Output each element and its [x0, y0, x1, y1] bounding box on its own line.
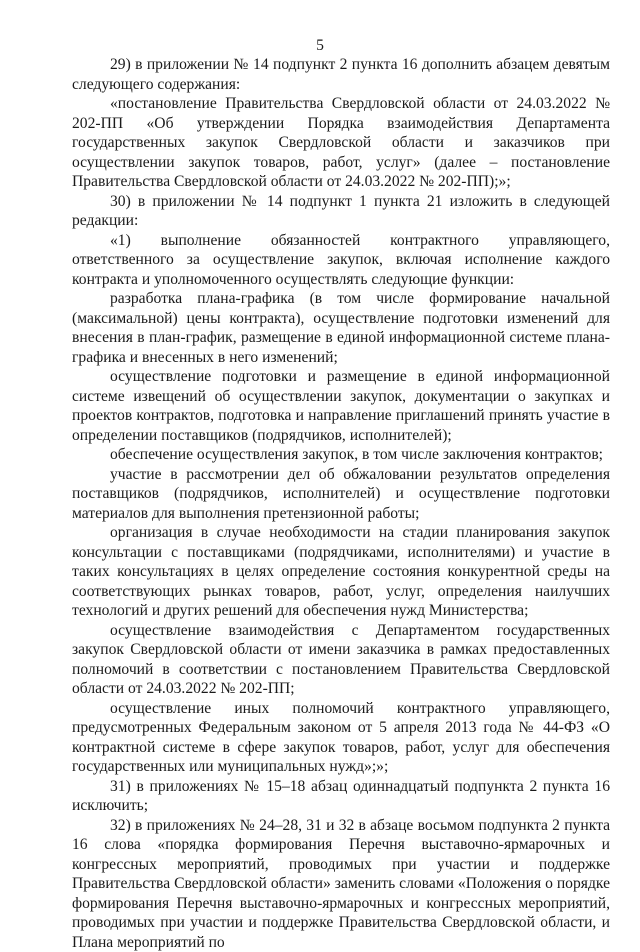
document-body: [72, 55, 610, 952]
paragraph: 29) в приложении № 14 подпункт 2 пункта 16 дополнить абзацем девятым следующего содержания:: [72, 55, 610, 94]
paragraph: участие в рассмотрении дел об обжаловании результатов определения поставщиков (подрядчиков, исполнителей) и осуществление подготовки материалов для выполнения претензионной работы;: [72, 465, 610, 524]
paragraph: «постановление Правительства Свердловской области от 24.03.2022 № 202-ПП «Об утверждении Порядка взаимодействия Департамента государственных закупок Свердловской области и заказчиков при осуществлении закупок товаров, работ, услуг» (далее – постановление Правительства Свердловской области от 24.03.2022 № 202-ПП);»;: [72, 94, 610, 192]
paragraph: 32) в приложениях № 24–28, 31 и 32 в абзаце восьмом подпункта 2 пункта 16 слова «порядка формирования Перечня выставочно-ярмарочных и конгрессных мероприятий, проводимых при участии и поддержке Правительства Свердловской области» заменить словами «Положения о порядке формирования Перечня выставочно-ярмарочных и конгрессных мероприятий, проводимых при участии и поддержке Правительства Свердловской области, и Плана мероприятий по: [72, 816, 610, 952]
page-number: 5: [0, 36, 640, 56]
paragraph: осуществление взаимодействия с Департаментом государственных закупок Свердловской области от имени заказчика в рамках предоставленных полномочий в соответствии с постановлением Правительства Свердловской области от 24.03.2022 № 202-ПП;: [72, 621, 610, 699]
paragraph: осуществление подготовки и размещение в единой информационной системе извещений об осуществлении закупок, документации о закупках и проектов контрактов, подготовка и направление приглашений принять участие в определении поставщиков (подрядчиков, исполнителей);: [72, 367, 610, 445]
paragraph: обеспечение осуществления закупок, в том числе заключения контрактов;: [72, 445, 610, 465]
paragraph: 30) в приложении № 14 подпункт 1 пункта 21 изложить в следующей редакции:: [72, 192, 610, 231]
paragraph: 31) в приложениях № 15–18 абзац одиннадцатый подпункта 2 пункта 16 исключить;: [72, 777, 610, 816]
paragraph: осуществление иных полномочий контрактного управляющего, предусмотренных Федеральным законом от 5 апреля 2013 года № 44-ФЗ «О контрактной системе в сфере закупок товаров, работ, услуг для обеспечения государственных или муниципальных нужд»;»;: [72, 699, 610, 777]
paragraph: организация в случае необходимости на стадии планирования закупок консультации с поставщиками (подрядчиками, исполнителями) и участие в таких консультациях в целях определение состояния конкурентной среды на соответствующих рынках товаров, работ, услуг, определения наилучших технологий и других решений для обеспечения нужд Министерства;: [72, 523, 610, 621]
paragraph: «1) выполнение обязанностей контрактного управляющего, ответственного за осуществление закупок, включая исполнение каждого контракта и уполномоченного осуществлять следующие функции:: [72, 231, 610, 290]
paragraph: разработка плана-графика (в том числе формирование начальной (максимальной) цены контракта), осуществление подготовки изменений для внесения в план-график, размещение в единой информационной системе плана-графика и внесенных в него изменений;: [72, 289, 610, 367]
